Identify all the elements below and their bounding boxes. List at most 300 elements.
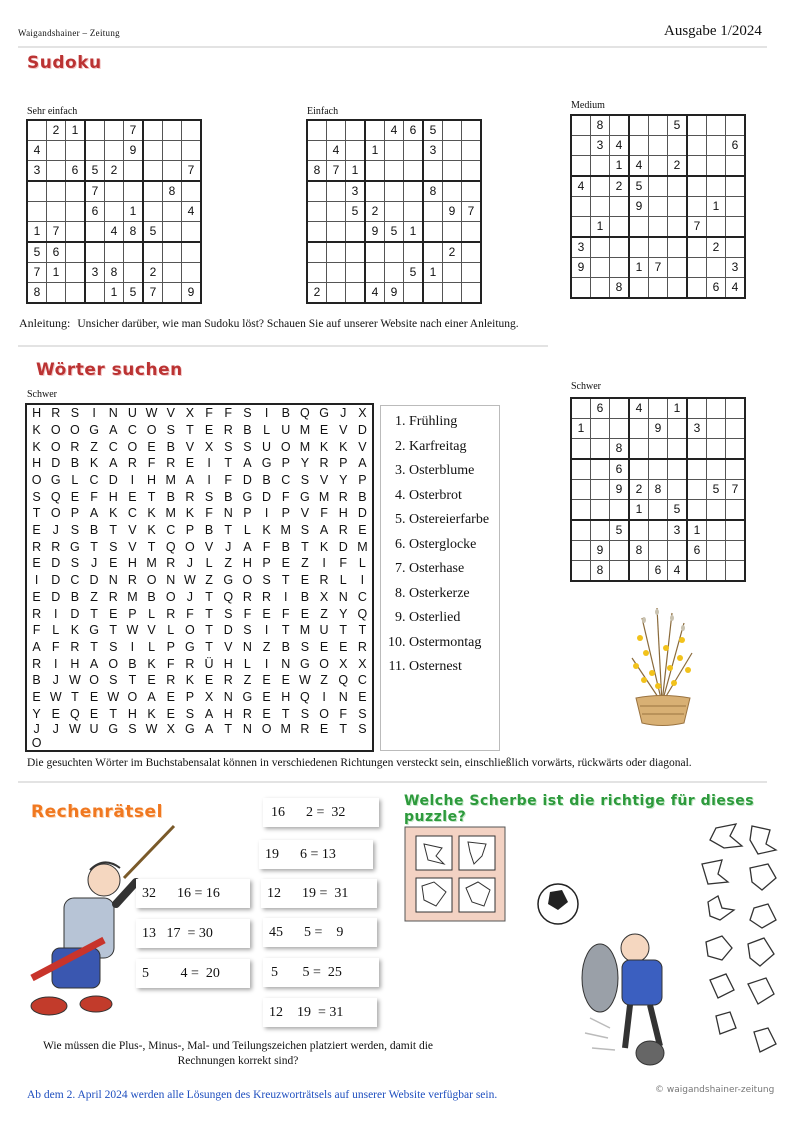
sudoku-cell — [163, 161, 182, 182]
letter-cell: X — [339, 656, 348, 671]
sudoku-cell — [707, 561, 726, 582]
sudoku-cell — [571, 278, 591, 299]
letter-cell: B — [281, 639, 290, 654]
sudoku-cell: 3 — [423, 141, 443, 161]
sudoku-cell — [591, 439, 610, 460]
letter-cell: H — [338, 506, 348, 521]
letter-cell: E — [262, 606, 271, 621]
letter-cell: N — [223, 689, 233, 704]
sudoku-cell — [629, 278, 649, 299]
letter-cell: I — [54, 656, 58, 671]
sudoku-cell: 5 — [143, 222, 163, 243]
sudoku-cell — [327, 283, 346, 304]
sudoku-cell — [571, 217, 591, 238]
sudoku-cell — [182, 181, 202, 202]
letter-cell: K — [70, 623, 80, 638]
sudoku-cell — [668, 419, 688, 439]
sudoku-cell — [707, 439, 726, 460]
sudoku-cell: 7 — [143, 283, 163, 304]
sudoku-cell: 8 — [610, 278, 630, 299]
letter-cell: K — [185, 506, 195, 521]
sudoku-cell — [610, 561, 630, 582]
wordsearch-grid — [25, 403, 374, 752]
sudoku-cell: 2 — [143, 263, 163, 283]
sudoku-cell — [649, 500, 668, 521]
sudoku-cell — [707, 541, 726, 561]
letter-cell: J — [52, 523, 59, 538]
sudoku-cell — [404, 141, 424, 161]
sudoku-cell — [443, 181, 462, 202]
letter-cell: E — [166, 689, 175, 704]
sudoku-cell — [66, 202, 86, 222]
sudoku-label-hard: Schwer — [571, 381, 601, 392]
sudoku-cell — [571, 541, 591, 561]
sudoku-cell — [707, 398, 726, 419]
letter-cell: M — [318, 489, 330, 504]
letter-cell: L — [243, 656, 251, 671]
letter-cell: I — [54, 606, 58, 621]
letter-cell: F — [339, 556, 348, 571]
sudoku-cell: 1 — [707, 197, 726, 217]
sudoku-cell — [726, 561, 746, 582]
divider — [18, 345, 548, 347]
sudoku-cell — [610, 258, 630, 278]
equation-2: 19 6 = 13 — [259, 840, 373, 869]
letter-cell: H — [32, 456, 42, 471]
equation-9: 12 19 = 31 — [263, 998, 377, 1027]
letter-cell: F — [205, 406, 213, 421]
letter-cell: C — [108, 439, 118, 454]
sudoku-cell — [629, 115, 649, 136]
letter-cell: D — [51, 456, 61, 471]
sudoku-cell — [85, 242, 105, 263]
letter-cell: C — [127, 506, 137, 521]
letter-cell: E — [281, 556, 290, 571]
letter-cell: E — [358, 523, 367, 538]
letter-cell: A — [204, 721, 214, 736]
letter-cell: E — [319, 721, 329, 736]
sudoku-cell: 8 — [124, 222, 144, 243]
letter-cell: F — [51, 639, 60, 654]
sudoku-cell — [462, 141, 482, 161]
sudoku-cell — [346, 283, 366, 304]
sudoku-cell — [610, 398, 630, 419]
sudoku-cell — [404, 283, 424, 304]
sudoku-cell — [649, 459, 668, 480]
letter-cell: A — [109, 456, 118, 471]
sudoku-cell — [726, 197, 746, 217]
letter-cell: B — [147, 589, 156, 604]
letter-cell: S — [243, 439, 252, 454]
letter-cell: C — [127, 423, 137, 438]
letter-cell: K — [339, 439, 348, 454]
letter-cell: G — [242, 489, 253, 504]
letter-cell: R — [127, 573, 137, 588]
letter-cell: F — [205, 506, 213, 521]
sudoku-cell: 4 — [105, 222, 124, 243]
sudoku-cell: 5 — [707, 480, 726, 500]
sudoku-cell — [307, 141, 327, 161]
letter-cell: H — [108, 489, 118, 504]
letter-cell: I — [264, 623, 269, 638]
letter-cell: H — [147, 473, 157, 488]
sudoku-cell — [66, 242, 86, 263]
sudoku-cell: 5 — [629, 176, 649, 197]
letter-cell: A — [32, 639, 41, 654]
sudoku-cell: 3 — [668, 520, 688, 541]
letter-cell: E — [51, 706, 60, 721]
letter-cell: Z — [243, 673, 252, 688]
sudoku-cell — [668, 136, 688, 156]
letter-cell: F — [262, 539, 271, 554]
sudoku-cell: 3 — [85, 263, 105, 283]
sudoku-cell — [327, 222, 346, 243]
letter-cell: Q — [300, 689, 310, 704]
sudoku-cell: 4 — [385, 120, 404, 141]
sudoku-cell — [143, 202, 163, 222]
letter-cell: V — [185, 439, 195, 454]
sudoku-cell — [726, 419, 746, 439]
letter-cell: F — [339, 706, 348, 721]
copyright: © waigandshainer-zeitung — [655, 1085, 775, 1095]
sudoku-cell: 1 — [47, 263, 66, 283]
sudoku-cell: 9 — [649, 419, 668, 439]
sudoku-cell — [571, 439, 591, 460]
letter-cell: E — [32, 523, 41, 538]
letter-cell: J — [186, 589, 194, 604]
letter-cell: S — [166, 423, 175, 438]
sudoku-cell — [307, 263, 327, 283]
word-list-item: 1. Frühling — [409, 414, 499, 439]
letter-cell: O — [146, 423, 157, 438]
sudoku-cell — [687, 398, 707, 419]
letter-cell: C — [357, 673, 367, 688]
letter-cell: X — [166, 721, 175, 736]
letter-cell: I — [207, 456, 211, 471]
sudoku-cell: 6 — [687, 541, 707, 561]
sudoku-cell — [385, 263, 404, 283]
sudoku-cell — [707, 176, 726, 197]
letter-cell: N — [223, 506, 233, 521]
sudoku-cell — [47, 141, 66, 161]
sudoku-cell — [668, 197, 688, 217]
letter-cell: N — [242, 721, 252, 736]
letter-cell: F — [281, 489, 290, 504]
letter-cell: E — [89, 706, 99, 721]
letter-cell: F — [224, 473, 233, 488]
letter-cell: R — [70, 439, 80, 454]
sudoku-cell — [404, 161, 424, 182]
wordsearch-difficulty: Schwer — [27, 389, 57, 400]
letter-cell: S — [224, 606, 233, 621]
letter-cell: M — [299, 423, 311, 438]
sudoku-cell — [726, 439, 746, 460]
sudoku-cell — [47, 161, 66, 182]
sudoku-cell — [707, 520, 726, 541]
letter-cell: M — [357, 539, 368, 554]
sudoku-cell — [571, 500, 591, 521]
sudoku-cell — [726, 115, 746, 136]
letter-cell: G — [300, 656, 310, 671]
letter-cell: J — [52, 721, 59, 736]
letter-cell: E — [166, 706, 175, 721]
letter-cell: G — [108, 721, 119, 736]
sudoku-cell — [423, 222, 443, 243]
letter-cell: I — [92, 406, 96, 421]
letter-cell: Q — [50, 489, 61, 504]
sudoku-cell — [443, 263, 462, 283]
equation-7: 5 4 = 20 — [136, 959, 250, 988]
letter-cell: S — [109, 639, 118, 654]
letter-cell: T — [301, 539, 309, 554]
sudoku-cell: 8 — [307, 161, 327, 182]
sudoku-cell — [365, 242, 385, 263]
sudoku-cell: 2 — [307, 283, 327, 304]
word-list-item: 9. Osterlied — [409, 610, 499, 635]
letter-cell: F — [186, 606, 194, 621]
letter-cell: T — [224, 721, 233, 736]
sudoku-cell — [66, 283, 86, 304]
sudoku-cell — [571, 480, 591, 500]
word-list-item: 11. Osternest — [409, 659, 499, 684]
letter-cell: M — [165, 473, 176, 488]
sudoku-cell — [66, 181, 86, 202]
equation-1: 16 2 = 32 — [263, 798, 379, 827]
sudoku-cell — [591, 197, 610, 217]
letter-cell: B — [262, 473, 271, 488]
sudoku-cell — [85, 120, 105, 141]
letter-cell: V — [300, 506, 310, 521]
letter-cell: F — [147, 456, 156, 471]
letter-cell: P — [281, 506, 290, 521]
letter-cell: X — [204, 689, 214, 704]
sudoku-cell — [726, 500, 746, 521]
sudoku-cell: 9 — [365, 222, 385, 243]
letter-cell: S — [243, 406, 252, 421]
letter-cell: T — [109, 706, 118, 721]
sudoku-cell: 4 — [571, 176, 591, 197]
sudoku-cell — [85, 141, 105, 161]
letter-cell: T — [32, 506, 41, 521]
sudoku-cell — [182, 222, 202, 243]
sudoku-grid-easy — [306, 119, 482, 304]
sudoku-cell — [571, 561, 591, 582]
letter-cell: R — [242, 706, 252, 721]
letter-cell: P — [166, 639, 175, 654]
letter-cell: N — [338, 589, 348, 604]
letter-cell: I — [322, 556, 326, 571]
letter-cell: J — [225, 539, 232, 554]
sudoku-cell: 7 — [124, 120, 144, 141]
sudoku-cell — [726, 176, 746, 197]
letter-cell: E — [32, 689, 41, 704]
sudoku-cell: 2 — [105, 161, 124, 182]
letter-cell: P — [262, 556, 271, 571]
letter-cell: L — [167, 623, 175, 638]
sudoku-cell — [610, 197, 630, 217]
sudoku-cell: 6 — [610, 459, 630, 480]
sudoku-cell — [610, 500, 630, 521]
sudoku-cell — [385, 202, 404, 222]
letter-cell: K — [147, 523, 156, 538]
letter-cell: O — [50, 439, 61, 454]
sudoku-cell — [404, 202, 424, 222]
sudoku-cell — [443, 283, 462, 304]
letter-cell: N — [242, 639, 252, 654]
letter-cell: Y — [339, 606, 348, 621]
letter-cell: D — [89, 573, 99, 588]
letter-cell: E — [262, 689, 271, 704]
sudoku-cell — [687, 459, 707, 480]
letter-cell: K — [262, 523, 271, 538]
letter-cell: Z — [320, 606, 328, 621]
shard-puzzle-frame — [404, 826, 506, 922]
sudoku-cell — [591, 459, 610, 480]
word-list-item: 4. Osterbrot — [409, 488, 499, 513]
sudoku-cell — [571, 115, 591, 136]
sudoku-cell — [327, 181, 346, 202]
sudoku-cell — [629, 217, 649, 238]
sudoku-cell — [443, 141, 462, 161]
sudoku-cell — [163, 242, 182, 263]
sudoku-cell: 8 — [27, 283, 47, 304]
letter-cell: R — [51, 406, 61, 421]
sudoku-cell — [649, 520, 668, 541]
sudoku-cell — [571, 398, 591, 419]
sudoku-cell — [649, 541, 668, 561]
letter-cell: A — [109, 423, 118, 438]
sudoku-cell — [182, 120, 202, 141]
letter-cell: H — [32, 406, 42, 421]
sudoku-cell — [385, 141, 404, 161]
letter-cell: O — [261, 721, 272, 736]
sudoku-cell — [66, 222, 86, 243]
sudoku-cell — [163, 202, 182, 222]
equation-4: 12 19 = 31 — [261, 879, 377, 908]
letter-cell: N — [338, 689, 348, 704]
sudoku-cell: 7 — [462, 202, 482, 222]
sudoku-cell — [629, 237, 649, 258]
sudoku-cell: 8 — [423, 181, 443, 202]
letter-cell: Z — [205, 573, 213, 588]
letter-cell: R — [127, 456, 137, 471]
sudoku-cell — [591, 237, 610, 258]
letter-cell: D — [262, 489, 272, 504]
sudoku-cell — [143, 141, 163, 161]
sudoku-cell — [365, 181, 385, 202]
sudoku-cell: 1 — [346, 161, 366, 182]
letter-cell: O — [185, 623, 195, 638]
sudoku-cell: 7 — [327, 161, 346, 182]
letter-cell: H — [223, 706, 233, 721]
sudoku-cell — [726, 156, 746, 177]
letter-cell: N — [281, 656, 291, 671]
letter-cell: D — [70, 606, 80, 621]
sudoku-cell — [591, 258, 610, 278]
sudoku-cell — [462, 263, 482, 283]
sudoku-cell: 2 — [47, 120, 66, 141]
letter-cell: F — [281, 606, 290, 621]
letter-cell: H — [223, 656, 233, 671]
letter-cell: C — [70, 573, 80, 588]
letter-cell: E — [89, 689, 99, 704]
sudoku-cell — [591, 419, 610, 439]
letter-cell: F — [320, 506, 328, 521]
letter-cell: I — [34, 573, 39, 588]
sudoku-cell: 9 — [182, 283, 202, 304]
word-list-item: 10. Ostermontag — [409, 635, 499, 660]
sudoku-cell: 1 — [629, 500, 649, 521]
letter-cell: Z — [90, 439, 98, 454]
sudoku-cell: 5 — [124, 283, 144, 304]
letter-cell: U — [281, 423, 291, 438]
sudoku-cell: 8 — [649, 480, 668, 500]
letter-cell: D — [51, 589, 61, 604]
sudoku-cell: 1 — [365, 141, 385, 161]
letter-cell: J — [186, 556, 194, 571]
sudoku-cell — [687, 176, 707, 197]
sudoku-cell — [726, 459, 746, 480]
equation-3: 32 16 = 16 — [136, 879, 250, 908]
letter-cell: B — [281, 406, 290, 421]
sudoku-cell — [649, 439, 668, 460]
sudoku-cell — [668, 217, 688, 238]
sudoku-cell: 9 — [571, 258, 591, 278]
letter-cell: T — [205, 623, 213, 638]
sudoku-cell — [591, 480, 610, 500]
letter-cell: R — [223, 423, 233, 438]
letter-cell: E — [147, 439, 156, 454]
sudoku-cell: 7 — [85, 181, 105, 202]
sudoku-cell: 2 — [629, 480, 649, 500]
solutions-note: Ab dem 2. April 2024 werden alle Lösungen des Kreuzworträtsels auf unserer Website verfügbar sein. — [27, 1089, 498, 1101]
sudoku-cell: 6 — [707, 278, 726, 299]
letter-cell: L — [52, 623, 60, 638]
sudoku-cell: 8 — [629, 541, 649, 561]
sudoku-cell — [124, 263, 144, 283]
sudoku-cell: 9 — [610, 480, 630, 500]
letter-cell: R — [338, 523, 348, 538]
letter-cell: P — [185, 523, 195, 538]
letter-cell: C — [357, 589, 367, 604]
letter-cell: E — [109, 556, 118, 571]
letter-cell: D — [51, 556, 61, 571]
letter-cell: E — [300, 606, 310, 621]
letter-cell: R — [166, 673, 176, 688]
letter-cell: T — [339, 721, 348, 736]
letter-cell: P — [243, 506, 252, 521]
sudoku-cell: 1 — [423, 263, 443, 283]
sudoku-cell — [385, 181, 404, 202]
sudoku-cell — [105, 242, 124, 263]
letter-cell: T — [224, 456, 233, 471]
letter-cell: S — [109, 673, 118, 688]
sudoku-cell: 5 — [668, 115, 688, 136]
letter-cell: S — [262, 573, 271, 588]
letter-cell: G — [70, 539, 80, 554]
letter-cell: Y — [32, 706, 41, 721]
sudoku-cell: 8 — [591, 561, 610, 582]
sudoku-cell: 9 — [385, 283, 404, 304]
sudoku-cell — [105, 120, 124, 141]
sudoku-cell: 9 — [591, 541, 610, 561]
word-list-item: 6. Osterglocke — [409, 537, 499, 562]
sudoku-cell — [687, 480, 707, 500]
letter-cell: O — [242, 573, 253, 588]
sudoku-cell: 8 — [105, 263, 124, 283]
sudoku-cell — [307, 242, 327, 263]
letter-cell: K — [319, 539, 329, 554]
